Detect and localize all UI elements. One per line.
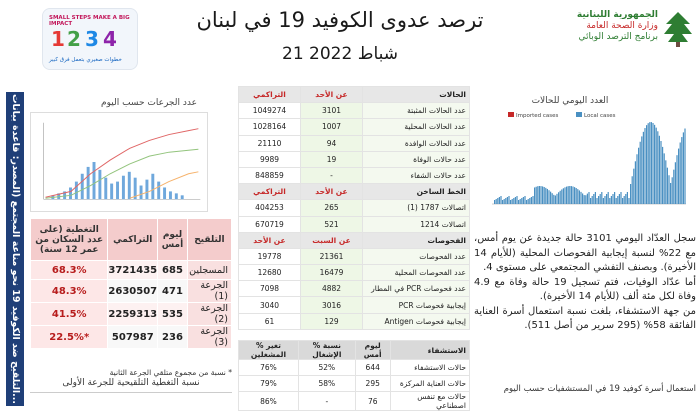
yesterday-cell: 76	[355, 392, 390, 411]
daily-bar	[579, 190, 580, 204]
daily-bar	[516, 196, 517, 204]
row-label: عدد حالات الوفاة	[363, 151, 470, 167]
hospital-beds-title: استعمال أسرة كوفيد 19 في المستشفيات حسب اليوم	[503, 384, 696, 394]
table-row	[239, 103, 470, 119]
daily-bar	[563, 188, 564, 204]
daily-bar	[617, 196, 618, 204]
daily-bar	[556, 194, 557, 204]
daily-bar	[657, 131, 658, 204]
daily-bar	[592, 196, 593, 204]
daily-bar	[496, 199, 497, 204]
row-label: عدد الحالات المحلية	[363, 119, 470, 135]
daily-bar	[625, 194, 626, 204]
row-label: حالات مع تنفس اصطناعي	[390, 392, 469, 411]
daily-bar	[537, 186, 538, 204]
daily-bar	[643, 132, 644, 204]
sticker-digit-3: 3	[85, 27, 99, 51]
footnote: * نسبة من مجموع متلقي الجرعة الثانية	[109, 368, 232, 377]
summary-text	[474, 232, 696, 334]
daily-bar	[667, 168, 668, 204]
coverage-cell: 22.5%*	[31, 326, 108, 349]
table-row	[31, 303, 232, 326]
daily-bar	[675, 162, 676, 204]
daily-bar	[521, 198, 522, 204]
value-cell: 12680	[239, 265, 301, 281]
daily-bar	[676, 155, 677, 204]
daily-bar	[598, 196, 599, 204]
daily-bar	[603, 198, 604, 204]
daily-bar	[547, 189, 548, 204]
logo-line-2: وزارة الصحة العامة	[586, 21, 658, 31]
daily-bar	[513, 198, 514, 204]
daily-bar	[552, 193, 553, 204]
daily-bar	[630, 184, 631, 204]
daily-bar	[553, 195, 554, 204]
legend-imported: Imported cases	[516, 113, 559, 119]
sticker-digit-1: 1	[51, 27, 65, 51]
row-label: الخط الساخن	[363, 184, 470, 200]
daily-bar	[531, 197, 532, 204]
row-label: المسجلين	[187, 261, 231, 280]
daily-bar	[627, 192, 628, 204]
daily-bar	[678, 149, 679, 204]
daily-bar	[612, 194, 613, 204]
table-row	[239, 297, 470, 313]
table-row	[239, 135, 470, 151]
daily-bar	[500, 196, 501, 204]
section-header-row	[239, 184, 470, 200]
cumulative-cell: 2259313	[108, 303, 158, 326]
daily-bar	[673, 170, 674, 204]
value-cell: 1007	[301, 119, 363, 135]
daily-bar	[633, 169, 634, 204]
daily-bar	[593, 194, 594, 204]
daily-bar	[656, 128, 657, 204]
daily-bar	[606, 194, 607, 204]
daily-bar	[640, 142, 641, 204]
row-label: عدد الفحوصات	[363, 248, 470, 264]
daily-bar	[619, 194, 620, 204]
change-cell: 76%	[239, 360, 299, 376]
value-cell: 94	[301, 135, 363, 151]
value-cell: 670719	[239, 216, 301, 232]
daily-bar	[681, 137, 682, 204]
report-title: ترصد عدوى الكوفيد 19 في لبنان	[196, 8, 484, 32]
row-label: حالات الاستشفاء	[390, 360, 469, 376]
coverage-cell: 68.3%	[31, 261, 108, 280]
daily-bar	[638, 148, 639, 204]
daily-bar	[532, 196, 533, 204]
table-row	[239, 313, 470, 329]
daily-bar	[652, 123, 653, 204]
col-hosp-label: الاستشفاء	[390, 341, 469, 360]
daily-bar	[680, 142, 681, 204]
table-row	[239, 265, 470, 281]
row-label: عدد الحالات المثبتة	[363, 103, 470, 119]
value-cell: التراكمي	[239, 184, 301, 200]
col-vaccination: التلقيح	[187, 219, 231, 261]
value-cell: التراكمي	[239, 87, 301, 103]
daily-bar	[507, 197, 508, 204]
table-row	[239, 151, 470, 167]
col-occupancy: % نسبة الإشغال	[298, 341, 355, 360]
daily-bar	[526, 200, 527, 204]
campaign-sticker	[42, 8, 138, 70]
value-cell: 4882	[301, 281, 363, 297]
value-cell: 265	[301, 200, 363, 216]
logo-line-3: برنامج الترصد الوبائي	[578, 32, 658, 42]
daily-bar	[585, 195, 586, 204]
table-row	[239, 119, 470, 135]
coverage-chart-title: نسبة التغطية التلقيحية للجرعة الأولى	[62, 378, 200, 388]
table-row	[239, 281, 470, 297]
value-cell: 7098	[239, 281, 301, 297]
yesterday-cell: 295	[355, 376, 390, 392]
section-header-row	[239, 232, 470, 248]
change-cell: 86%	[239, 392, 299, 411]
legend-local: Local cases	[584, 113, 616, 119]
daily-bar	[649, 122, 650, 204]
daily-bar	[523, 197, 524, 204]
daily-bar	[611, 196, 612, 204]
daily-bar	[659, 136, 660, 204]
daily-bar	[564, 187, 565, 204]
cumulative-cell: 507987	[108, 326, 158, 349]
daily-bar	[524, 196, 525, 204]
report-date: 21 شباط 2022	[282, 44, 398, 64]
daily-bar	[582, 193, 583, 204]
vaccination-banner: التلقيح ضد الكوفيد 19 نحو مناعة المجتمع (المصدر: قاعدة بيانات...	[6, 92, 24, 406]
daily-bar	[662, 147, 663, 204]
daily-bar	[628, 198, 629, 204]
occupancy-cell: 52%	[298, 360, 355, 376]
daily-bar	[510, 200, 511, 204]
daily-bar	[566, 187, 567, 204]
value-cell: عن الأحد	[301, 87, 363, 103]
row-label: عدد الحالات الوافدة	[363, 135, 470, 151]
col-change: % تغير المشغلين	[239, 341, 299, 360]
daily-bar	[542, 186, 543, 204]
daily-bar	[544, 187, 545, 204]
table-row	[31, 261, 232, 280]
value-cell: عن الأحد	[301, 184, 363, 200]
daily-bar	[609, 198, 610, 204]
daily-bar	[571, 186, 572, 204]
daily-bar	[515, 197, 516, 204]
stats-table	[238, 86, 470, 330]
daily-bar	[505, 198, 506, 204]
change-cell: 79%	[239, 376, 299, 392]
daily-bar	[641, 136, 642, 204]
value-cell: 1049274	[239, 103, 301, 119]
daily-bar	[614, 192, 615, 204]
daily-bar	[620, 192, 621, 204]
daily-bar	[580, 192, 581, 204]
cumulative-cell: 3721435	[108, 261, 158, 280]
summary-cases: سجل العدّاد اليومي 3101 حالة جديدة عن يوم أمس، مع 22% لنسبة إيجابية الفحوصات المحلية (للأيام 14 الأخيرة). وبصنف التفشي المجتمعي على مستوى 4.	[474, 233, 697, 273]
daily-bar	[548, 190, 549, 204]
sticker-line-1: SMALL STEPS MAKE A BIG IMPACT	[49, 15, 130, 27]
daily-bar	[576, 188, 577, 204]
value-cell: عن الأحد	[239, 232, 301, 248]
daily-bar	[648, 123, 649, 204]
occupancy-cell: 58%	[298, 376, 355, 392]
daily-bar	[508, 196, 509, 204]
ministry-logo-text	[538, 10, 658, 43]
daily-bar	[651, 122, 652, 204]
section-header-row	[239, 87, 470, 103]
daily-bar	[502, 200, 503, 204]
daily-bar	[672, 177, 673, 204]
summary-deaths: أما عدّاد الوفيات، فتم تسجيل 19 حالة وفاة مع 4.9 وفاة لكل مئة ألف (للأيام 14 الأخيرة).	[474, 276, 696, 302]
daily-bar	[572, 186, 573, 204]
table-row	[31, 326, 232, 349]
doses-per-day-chart	[30, 112, 208, 212]
row-label: حالات العناية المركزة	[390, 376, 469, 392]
value-cell: 3040	[239, 297, 301, 313]
value-cell: 21361	[301, 248, 363, 264]
row-label: اتصالات 1214	[363, 216, 470, 232]
daily-bar	[646, 125, 647, 204]
daily-bar	[644, 128, 645, 204]
daily-bar	[664, 153, 665, 204]
daily-bar	[577, 189, 578, 204]
daily-bar	[569, 186, 570, 204]
today-cell: 535	[158, 303, 188, 326]
value-cell: 9989	[239, 151, 301, 167]
daily-bar	[684, 129, 685, 204]
table-row	[239, 200, 470, 216]
daily-bar	[595, 192, 596, 204]
table-row	[239, 248, 470, 264]
daily-bar	[574, 187, 575, 204]
daily-bar	[561, 189, 562, 204]
coverage-cell: 48.3%	[31, 280, 108, 303]
daily-bar	[540, 186, 541, 204]
daily-bar	[497, 198, 498, 204]
daily-bar	[528, 199, 529, 204]
yesterday-cell: 644	[355, 360, 390, 376]
daily-bar	[504, 199, 505, 204]
daily-bar	[529, 198, 530, 204]
daily-bar	[534, 187, 535, 204]
daily-bar	[670, 183, 671, 204]
occupancy-cell: -	[298, 392, 355, 411]
row-label: إيجابية فحوصات PCR	[363, 297, 470, 313]
daily-bar	[518, 200, 519, 204]
value-cell: 129	[301, 313, 363, 329]
daily-bar	[635, 161, 636, 204]
row-label: عدد فحوصات PCR في المطار	[363, 281, 470, 297]
daily-bar	[622, 198, 623, 204]
daily-bar	[668, 175, 669, 204]
logo-line-1: الجمهورية اللبنانية	[576, 10, 658, 20]
value-cell: 19778	[239, 248, 301, 264]
daily-bar	[539, 186, 540, 204]
hospitalization-table	[238, 340, 470, 411]
daily-bar	[494, 200, 495, 204]
value-cell: -	[301, 167, 363, 183]
daily-bar	[608, 192, 609, 204]
value-cell: 19	[301, 151, 363, 167]
col-cumulative: التراكمي	[108, 219, 158, 261]
daily-bar	[624, 196, 625, 204]
table-row	[239, 167, 470, 183]
daily-bar	[587, 194, 588, 204]
value-cell: عن السبت	[301, 232, 363, 248]
vaccination-table	[30, 218, 232, 349]
value-cell: 61	[239, 313, 301, 329]
daily-bar	[632, 176, 633, 204]
coverage-chart	[30, 392, 232, 408]
sticker-digit-4: 4	[103, 27, 117, 51]
row-label: إيجابية فحوصات Antigen	[363, 313, 470, 329]
table-row	[239, 376, 470, 392]
daily-bar	[558, 192, 559, 204]
sticker-line-2: خطوات صغيري بتعمل فرق كبير	[49, 57, 122, 63]
row-label: عدد حالات الشفاء	[363, 167, 470, 183]
summary-hospital: من جهة الاستشفاء، بلغت نسبة استعمال أسرة العناية الفائقة 58% (295 سرير من أصل 511).	[474, 305, 696, 331]
value-cell: 521	[301, 216, 363, 232]
row-label: الجرعة (2)	[187, 303, 231, 326]
value-cell: 848859	[239, 167, 301, 183]
today-cell: 685	[158, 261, 188, 280]
daily-bar	[665, 160, 666, 204]
table-row	[239, 216, 470, 232]
daily-bar	[604, 196, 605, 204]
daily-bar	[536, 187, 537, 204]
daily-bar	[520, 199, 521, 204]
row-label: الفحوصات	[363, 232, 470, 248]
cedar-icon	[662, 10, 694, 48]
daily-bar	[601, 192, 602, 204]
row-label: الجرعة (3)	[187, 326, 231, 349]
coverage-cell: 41.5%	[31, 303, 108, 326]
daily-bar	[596, 198, 597, 204]
table-row	[239, 360, 470, 376]
today-cell: 236	[158, 326, 188, 349]
daily-bar	[560, 191, 561, 204]
daily-bar	[636, 154, 637, 204]
daily-cases-chart	[478, 108, 690, 220]
today-cell: 471	[158, 280, 188, 303]
sticker-digit-2: 2	[67, 27, 81, 51]
cumulative-cell: 2630507	[108, 280, 158, 303]
col-today: ليوم أمس	[158, 219, 188, 261]
daily-bar	[588, 192, 589, 204]
value-cell: 404253	[239, 200, 301, 216]
col-yesterday: ليوم أمس	[355, 341, 390, 360]
row-label: الجرعة (1)	[187, 280, 231, 303]
daily-bar	[499, 197, 500, 204]
daily-bar	[660, 141, 661, 204]
daily-bar	[683, 132, 684, 204]
daily-bar	[555, 195, 556, 204]
col-coverage: التغطية (على عدد السكان من عمر 12 سنة)	[31, 219, 108, 261]
daily-bar	[600, 194, 601, 204]
daily-bar	[568, 186, 569, 204]
daily-bar	[590, 198, 591, 204]
value-cell: 3016	[301, 297, 363, 313]
value-cell: 16479	[301, 265, 363, 281]
value-cell: 21110	[239, 135, 301, 151]
row-label: الحالات	[363, 87, 470, 103]
value-cell: 1028164	[239, 119, 301, 135]
daily-bar	[545, 188, 546, 204]
daily-bar	[584, 195, 585, 204]
daily-cases-title: العدد اليومي للحالات	[531, 96, 609, 106]
daily-bar	[512, 199, 513, 204]
daily-bar	[654, 125, 655, 204]
table-row	[31, 280, 232, 303]
row-label: عدد الفحوصات المحلية	[363, 265, 470, 281]
value-cell: 3101	[301, 103, 363, 119]
daily-bar	[616, 198, 617, 204]
daily-bar	[550, 192, 551, 204]
doses-chart-title: عدد الجرعات حسب اليوم	[101, 98, 197, 108]
row-label: اتصالات 1787 (1)	[363, 200, 470, 216]
